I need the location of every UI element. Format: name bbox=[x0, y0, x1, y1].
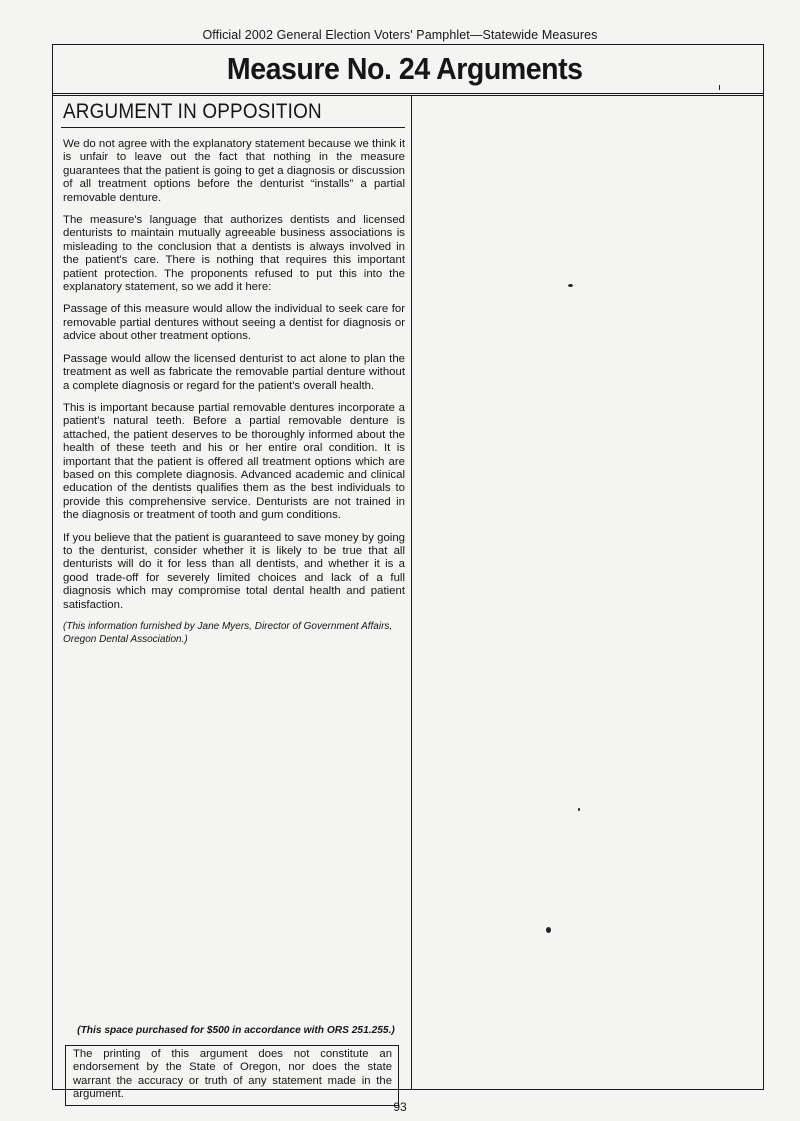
scan-speck bbox=[578, 808, 580, 811]
page-number: 93 bbox=[393, 1100, 407, 1114]
heading-rule bbox=[61, 127, 405, 128]
title-band bbox=[53, 45, 763, 96]
argument-paragraph-4: Passage would allow the licensed denturist to act alone to plan the treatment as well as fabricate the removable partial denture without a complete diagnosis or regard for the patient's overall health. bbox=[63, 352, 405, 392]
section-heading: ARGUMENT IN OPPOSITION bbox=[63, 100, 322, 123]
scan-speck bbox=[568, 284, 573, 287]
measure-title: Measure No. 24 Arguments bbox=[227, 51, 583, 86]
furnished-by-note: (This information furnished by Jane Myers, Director of Government Affairs, Oregon Dental Association.) bbox=[63, 621, 393, 645]
argument-paragraph-1: We do not agree with the explanatory statement because we think it is unfair to leave out the fact that nothing in the measure guarantees that the patient is going to get a diagnosis or discussion of all treatment options before the denturist “installs” a partial removable denture. bbox=[63, 138, 405, 204]
argument-column bbox=[61, 99, 405, 646]
page-frame bbox=[52, 44, 764, 1101]
scan-speck bbox=[719, 85, 720, 90]
argument-paragraph-3: Passage of this measure would allow the individual to seek care for removable partial dentures without seeing a dentist for diagnosis or advice about other treatment options. bbox=[63, 303, 405, 343]
disclaimer-box: The printing of this argument does not constitute an endorsement by the State of Oregon, nor does the state warrant the accuracy or truth of any statement made in the argument. bbox=[65, 1045, 399, 1106]
scan-speck bbox=[546, 927, 551, 933]
argument-paragraph-6: If you believe that the patient is guaranteed to save money by going to the denturist, consider whether it is likely to be true that all denturists will do it for less than all dentists, and whether it is a good trade-off for severely limited choices and lack of a full diagnosis which may compromise total dental health and patient satisfaction. bbox=[63, 531, 405, 611]
purchase-note: (This space purchased for $500 in accordance with ORS 251.255.) bbox=[77, 1025, 395, 1036]
column-divider bbox=[411, 96, 412, 1089]
running-header: Official 2002 General Election Voters' Pamphlet—Statewide Measures bbox=[202, 28, 598, 42]
argument-paragraph-2: The measure's language that authorizes dentists and licensed denturists to maintain mutually agreeable business associations is misleading to the conclusion that a dentists is always involved in the patient's care. There is nothing that requires this important patient protection. The proponents refused to put this into the explanatory statement, so we add it here: bbox=[63, 214, 405, 294]
argument-paragraph-5: This is important because partial removable dentures incorporate a patient's natural teeth. Before a partial removable denture is attached, the patient deserves to be thoroughly informed about the health of these teeth and his or her entire oral condition. It is important that the patient is offered all treatment options which are based on this complete diagnosis. Advanced academic and clinical education of the dentists qualifies them as the best individuals to provide this comprehensive service. Denturists are not trained in the diagnosis or treatment of tooth and gum conditions. bbox=[63, 401, 405, 522]
